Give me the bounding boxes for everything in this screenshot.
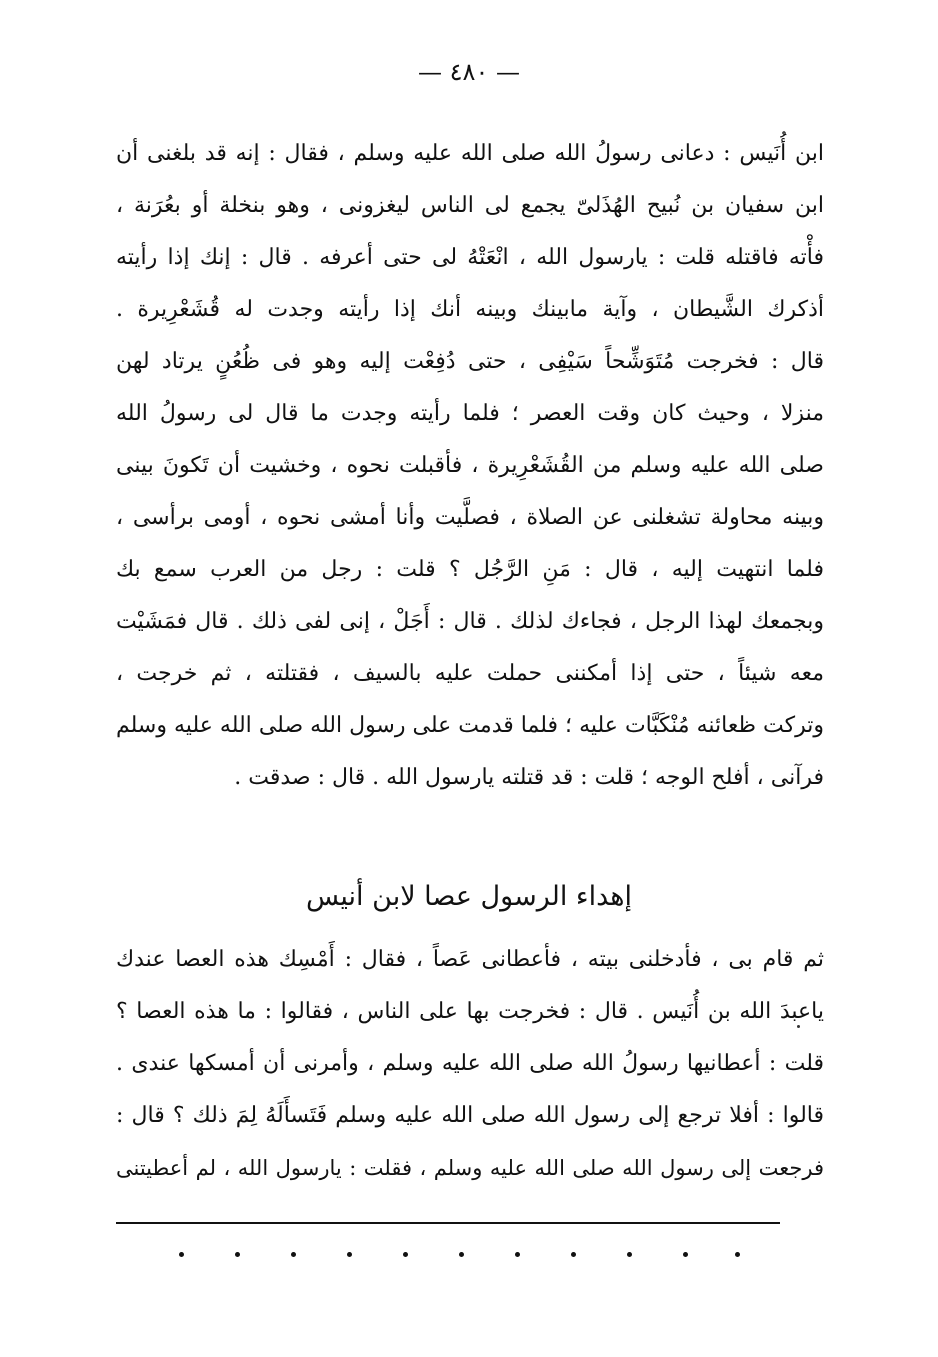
text-line: قالوا : أفلا ترجع إلى رسول الله صلى الله عليه وسلم فَتَسأَلَهُ لِمَ ذلك ؟ قال : [116, 1103, 824, 1128]
text-line: وبجمعك لهذا الرجل ، فجاءك لذلك . قال : أَجَلْ ، إنى لفى ذلك . قال فمَشَيْت [116, 609, 824, 634]
section-heading: إهداء الرسول عصا لابن أنيس [305, 881, 633, 912]
footnote-dot-row [0, 1246, 938, 1266]
text-line: فلما انتهيت إليه ، قال : مَنِ الرَّجُل ؟ قلت : رجل من العرب سمع بك [116, 557, 824, 582]
text-line: قال : فخرجت مُتَوَشِّحاً سَيْفِى ، حتى دُفِعْت إليه وهو فى ظُعُنٍ يرتاد لهن [116, 349, 824, 374]
text-line: فرجعت إلى رسول الله صلى الله عليه وسلم ، فقلت : يارسول الله ، لم أعطيتنى [116, 1156, 824, 1180]
ellipsis-dot [683, 1252, 688, 1257]
footnote-separator [116, 1222, 780, 1224]
page-number: — ٤٨٠ — [418, 58, 520, 86]
ellipsis-dot [459, 1252, 464, 1257]
ellipsis-dot [735, 1252, 740, 1257]
text-line: منزلا ، وحيث كان وقت العصر ؛ فلما رأيته وجدت ما قال لى رسولُ الله [116, 401, 824, 426]
text-line: فرآنى ، أفلح الوجه ؛ قلت : قد قتلته يارسول الله . قال : صدقت . [234, 765, 824, 790]
text-line: ابن أُنَيس : دعانى رسولُ الله صلى الله عليه وسلم ، فقال : إنه قد بلغنى أن [116, 141, 824, 166]
ellipsis-dot [627, 1252, 632, 1257]
ellipsis-dot [403, 1252, 408, 1257]
ellipsis-dot [235, 1252, 240, 1257]
text-line: ابن سفيان بن نُبيح الهُذَلىّ يجمع لى الناس ليغزونى ، وهو بنخلة أو بعُرَنة ، [116, 193, 824, 218]
text-line: ياعبدَ الله بن أُنَيس . قال : فخرجت بها على الناس ، فقالوا : ما هذه العصا ؟ [116, 999, 824, 1024]
text-line: وبينه محاولة تشغلنى عن الصلاة ، فصلَّيت وأنا أمشى نحوه ، أومى برأسى ، [116, 505, 824, 530]
ellipsis-dot [291, 1252, 296, 1257]
text-line: قلت : أعطانيها رسولُ الله صلى الله عليه وسلم ، وأمرنى أن أمسكها عندى . [116, 1051, 824, 1076]
ellipsis-dot [347, 1252, 352, 1257]
text-line: صلى الله عليه وسلم من القُشَعْرِيرة ، فأقبلت نحوه ، وخشيت أن تَكونَ بينى [116, 453, 824, 478]
text-line: ثم قام بى ، فأدخلنى بيته ، فأعطانى عَصاً ، فقال : أَمْسِك هذه العصا عندك [116, 947, 824, 972]
text-line: أذكرك الشَّيطان ، وآية مابينك وبينه أنك إذا رأيته وجدت له قُشَعْرِيرة . [116, 297, 824, 322]
text-line: وتركت ظعائنه مُنْكَبَّات عليه ؛ فلما قدمت على رسول الله صلى الله عليه وسلم [116, 713, 824, 738]
paragraph-main [116, 128, 824, 804]
text-line: فأْته فاقتله قلت : يارسول الله ، انْعَتْهُ لى حتى أعرفه . قال : إنك إذا رأيته [116, 245, 824, 270]
text-line: معه شيئاً ، حتى إذا أمكننى حملت عليه بالسيف ، فقتلته ، ثم خرجت ، [116, 661, 824, 686]
ellipsis-dot [179, 1252, 184, 1257]
stray-mark [797, 1025, 800, 1028]
paragraph-section [116, 934, 824, 1194]
ellipsis-dot [571, 1252, 576, 1257]
ellipsis-dot [515, 1252, 520, 1257]
